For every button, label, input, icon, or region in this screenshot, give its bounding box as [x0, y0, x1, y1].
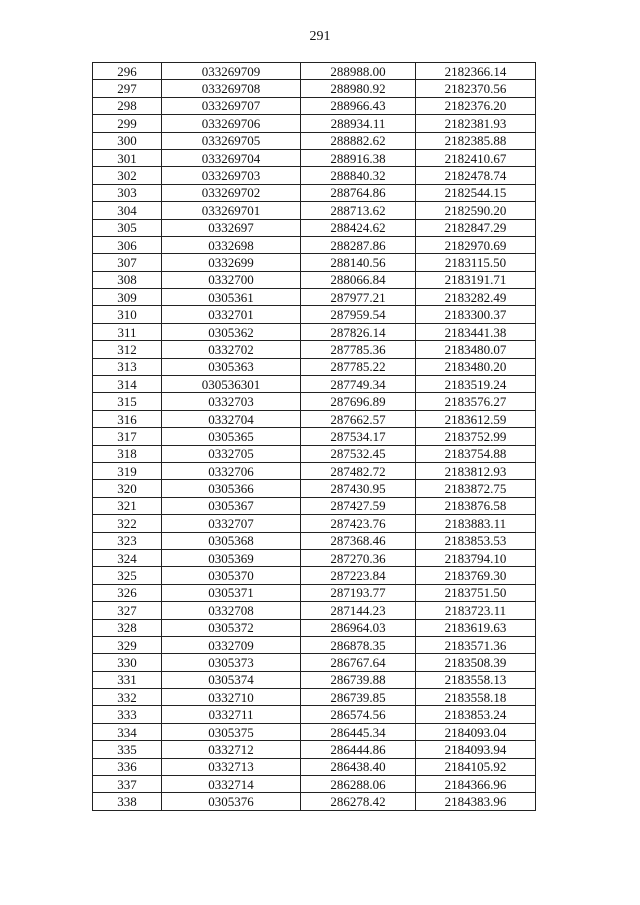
y-coordinate-cell: 2184383.96 — [416, 793, 536, 810]
x-coordinate-cell: 287749.34 — [301, 376, 416, 393]
x-coordinate-cell: 287423.76 — [301, 515, 416, 532]
table-row — [93, 671, 536, 688]
x-coordinate-cell: 286739.85 — [301, 689, 416, 706]
table-row — [93, 306, 536, 323]
point-code-cell: 033269702 — [162, 184, 301, 201]
point-number-cell: 302 — [93, 167, 162, 184]
x-coordinate-cell: 288966.43 — [301, 97, 416, 114]
point-number-cell: 308 — [93, 271, 162, 288]
point-number-cell: 324 — [93, 549, 162, 566]
point-number-cell: 320 — [93, 480, 162, 497]
point-code-cell: 0305366 — [162, 480, 301, 497]
point-code-cell: 0332714 — [162, 776, 301, 793]
point-code-cell: 033269706 — [162, 115, 301, 132]
y-coordinate-cell: 2183853.53 — [416, 532, 536, 549]
y-coordinate-cell: 2183751.50 — [416, 584, 536, 601]
x-coordinate-cell: 288140.56 — [301, 254, 416, 271]
y-coordinate-cell: 2183519.24 — [416, 376, 536, 393]
point-code-cell: 0305371 — [162, 584, 301, 601]
x-coordinate-cell: 288916.38 — [301, 149, 416, 166]
point-number-cell: 337 — [93, 776, 162, 793]
x-coordinate-cell: 287482.72 — [301, 462, 416, 479]
y-coordinate-cell: 2182366.14 — [416, 63, 536, 80]
point-code-cell: 0305369 — [162, 549, 301, 566]
y-coordinate-cell: 2182970.69 — [416, 236, 536, 253]
point-number-cell: 325 — [93, 567, 162, 584]
point-code-cell: 0305363 — [162, 358, 301, 375]
point-number-cell: 316 — [93, 410, 162, 427]
table-row — [93, 515, 536, 532]
y-coordinate-cell: 2183300.37 — [416, 306, 536, 323]
point-code-cell: 0305365 — [162, 428, 301, 445]
table-row — [93, 254, 536, 271]
point-code-cell: 033269705 — [162, 132, 301, 149]
y-coordinate-cell: 2183723.11 — [416, 602, 536, 619]
y-coordinate-cell: 2183619.63 — [416, 619, 536, 636]
point-code-cell: 0332712 — [162, 741, 301, 758]
x-coordinate-cell: 287532.45 — [301, 445, 416, 462]
table-row — [93, 602, 536, 619]
x-coordinate-cell: 286574.56 — [301, 706, 416, 723]
point-number-cell: 329 — [93, 636, 162, 653]
point-code-cell: 0305370 — [162, 567, 301, 584]
y-coordinate-cell: 2183872.75 — [416, 480, 536, 497]
point-code-cell: 0332711 — [162, 706, 301, 723]
point-number-cell: 318 — [93, 445, 162, 462]
table-row — [93, 584, 536, 601]
x-coordinate-cell: 287368.46 — [301, 532, 416, 549]
point-number-cell: 304 — [93, 202, 162, 219]
point-number-cell: 303 — [93, 184, 162, 201]
table-row — [93, 793, 536, 810]
point-code-cell: 0305361 — [162, 289, 301, 306]
point-number-cell: 310 — [93, 306, 162, 323]
y-coordinate-cell: 2183812.93 — [416, 462, 536, 479]
x-coordinate-cell: 287785.36 — [301, 341, 416, 358]
x-coordinate-cell: 287534.17 — [301, 428, 416, 445]
point-number-cell: 314 — [93, 376, 162, 393]
table-row — [93, 202, 536, 219]
y-coordinate-cell: 2182410.67 — [416, 149, 536, 166]
x-coordinate-cell: 286288.06 — [301, 776, 416, 793]
x-coordinate-cell: 288988.00 — [301, 63, 416, 80]
point-code-cell: 0305368 — [162, 532, 301, 549]
table-row — [93, 654, 536, 671]
x-coordinate-cell: 287959.54 — [301, 306, 416, 323]
y-coordinate-cell: 2183794.10 — [416, 549, 536, 566]
table-row — [93, 80, 536, 97]
y-coordinate-cell: 2183571.36 — [416, 636, 536, 653]
point-number-cell: 296 — [93, 63, 162, 80]
x-coordinate-cell: 286438.40 — [301, 758, 416, 775]
x-coordinate-cell: 287223.84 — [301, 567, 416, 584]
table-row — [93, 758, 536, 775]
point-number-cell: 309 — [93, 289, 162, 306]
table-row — [93, 741, 536, 758]
y-coordinate-cell: 2183612.59 — [416, 410, 536, 427]
table-row — [93, 323, 536, 340]
point-code-cell: 0305362 — [162, 323, 301, 340]
point-code-cell: 0332706 — [162, 462, 301, 479]
y-coordinate-cell: 2183752.99 — [416, 428, 536, 445]
point-code-cell: 033269703 — [162, 167, 301, 184]
x-coordinate-cell: 287977.21 — [301, 289, 416, 306]
point-code-cell: 0332701 — [162, 306, 301, 323]
point-number-cell: 333 — [93, 706, 162, 723]
y-coordinate-cell: 2182847.29 — [416, 219, 536, 236]
table-row — [93, 445, 536, 462]
table-row — [93, 97, 536, 114]
table-row — [93, 167, 536, 184]
table-row — [93, 341, 536, 358]
x-coordinate-cell: 288713.62 — [301, 202, 416, 219]
y-coordinate-cell: 2183754.88 — [416, 445, 536, 462]
table-row — [93, 63, 536, 80]
x-coordinate-cell: 287826.14 — [301, 323, 416, 340]
table-row — [93, 706, 536, 723]
y-coordinate-cell: 2183441.38 — [416, 323, 536, 340]
table-row — [93, 567, 536, 584]
x-coordinate-cell: 288066.84 — [301, 271, 416, 288]
y-coordinate-cell: 2184093.94 — [416, 741, 536, 758]
point-code-cell: 0332710 — [162, 689, 301, 706]
table-row — [93, 393, 536, 410]
point-number-cell: 312 — [93, 341, 162, 358]
point-code-cell: 0332700 — [162, 271, 301, 288]
table-row — [93, 480, 536, 497]
table-row — [93, 115, 536, 132]
point-number-cell: 327 — [93, 602, 162, 619]
y-coordinate-cell: 2184093.04 — [416, 723, 536, 740]
coordinates-table — [92, 62, 536, 811]
point-number-cell: 306 — [93, 236, 162, 253]
point-code-cell: 0305376 — [162, 793, 301, 810]
point-code-cell: 033269704 — [162, 149, 301, 166]
point-number-cell: 322 — [93, 515, 162, 532]
coordinates-table-body — [93, 63, 536, 811]
point-number-cell: 323 — [93, 532, 162, 549]
point-number-cell: 321 — [93, 497, 162, 514]
x-coordinate-cell: 286878.35 — [301, 636, 416, 653]
y-coordinate-cell: 2183480.07 — [416, 341, 536, 358]
point-code-cell: 0305375 — [162, 723, 301, 740]
point-number-cell: 334 — [93, 723, 162, 740]
point-code-cell: 030536301 — [162, 376, 301, 393]
x-coordinate-cell: 288424.62 — [301, 219, 416, 236]
table-row — [93, 410, 536, 427]
point-code-cell: 0305373 — [162, 654, 301, 671]
x-coordinate-cell: 286767.64 — [301, 654, 416, 671]
x-coordinate-cell: 286278.42 — [301, 793, 416, 810]
point-code-cell: 0332702 — [162, 341, 301, 358]
y-coordinate-cell: 2183558.18 — [416, 689, 536, 706]
table-row — [93, 271, 536, 288]
table-row — [93, 619, 536, 636]
y-coordinate-cell: 2183115.50 — [416, 254, 536, 271]
point-code-cell: 0305374 — [162, 671, 301, 688]
x-coordinate-cell: 288934.11 — [301, 115, 416, 132]
point-code-cell: 0332704 — [162, 410, 301, 427]
point-code-cell: 033269701 — [162, 202, 301, 219]
y-coordinate-cell: 2183191.71 — [416, 271, 536, 288]
point-code-cell: 0332708 — [162, 602, 301, 619]
point-number-cell: 336 — [93, 758, 162, 775]
x-coordinate-cell: 288882.62 — [301, 132, 416, 149]
y-coordinate-cell: 2183769.30 — [416, 567, 536, 584]
table-row — [93, 532, 536, 549]
table-row — [93, 376, 536, 393]
y-coordinate-cell: 2183576.27 — [416, 393, 536, 410]
point-number-cell: 315 — [93, 393, 162, 410]
y-coordinate-cell: 2183853.24 — [416, 706, 536, 723]
point-number-cell: 335 — [93, 741, 162, 758]
page-number: 291 — [309, 29, 331, 44]
point-number-cell: 298 — [93, 97, 162, 114]
y-coordinate-cell: 2183508.39 — [416, 654, 536, 671]
point-code-cell: 0332698 — [162, 236, 301, 253]
y-coordinate-cell: 2182376.20 — [416, 97, 536, 114]
y-coordinate-cell: 2182370.56 — [416, 80, 536, 97]
table-row — [93, 428, 536, 445]
x-coordinate-cell: 287144.23 — [301, 602, 416, 619]
x-coordinate-cell: 287662.57 — [301, 410, 416, 427]
y-coordinate-cell: 2182381.93 — [416, 115, 536, 132]
table-row — [93, 549, 536, 566]
point-number-cell: 326 — [93, 584, 162, 601]
point-number-cell: 313 — [93, 358, 162, 375]
point-code-cell: 0332713 — [162, 758, 301, 775]
point-number-cell: 297 — [93, 80, 162, 97]
point-code-cell: 033269707 — [162, 97, 301, 114]
y-coordinate-cell: 2183883.11 — [416, 515, 536, 532]
x-coordinate-cell: 287427.59 — [301, 497, 416, 514]
x-coordinate-cell: 286445.34 — [301, 723, 416, 740]
point-number-cell: 305 — [93, 219, 162, 236]
point-number-cell: 300 — [93, 132, 162, 149]
x-coordinate-cell: 287430.95 — [301, 480, 416, 497]
x-coordinate-cell: 288287.86 — [301, 236, 416, 253]
point-code-cell: 0332699 — [162, 254, 301, 271]
y-coordinate-cell: 2184366.96 — [416, 776, 536, 793]
table-row — [93, 184, 536, 201]
point-number-cell: 331 — [93, 671, 162, 688]
y-coordinate-cell: 2183876.58 — [416, 497, 536, 514]
y-coordinate-cell: 2182590.20 — [416, 202, 536, 219]
point-number-cell: 319 — [93, 462, 162, 479]
point-number-cell: 307 — [93, 254, 162, 271]
x-coordinate-cell: 286964.03 — [301, 619, 416, 636]
table-row — [93, 776, 536, 793]
x-coordinate-cell: 288764.86 — [301, 184, 416, 201]
y-coordinate-cell: 2183282.49 — [416, 289, 536, 306]
point-code-cell: 0332697 — [162, 219, 301, 236]
point-number-cell: 328 — [93, 619, 162, 636]
y-coordinate-cell: 2182544.15 — [416, 184, 536, 201]
y-coordinate-cell: 2184105.92 — [416, 758, 536, 775]
point-number-cell: 317 — [93, 428, 162, 445]
x-coordinate-cell: 287696.89 — [301, 393, 416, 410]
point-number-cell: 330 — [93, 654, 162, 671]
table-row — [93, 497, 536, 514]
point-number-cell: 301 — [93, 149, 162, 166]
point-code-cell: 033269709 — [162, 63, 301, 80]
y-coordinate-cell: 2183480.20 — [416, 358, 536, 375]
table-row — [93, 236, 536, 253]
point-code-cell: 0332709 — [162, 636, 301, 653]
y-coordinate-cell: 2182385.88 — [416, 132, 536, 149]
point-number-cell: 299 — [93, 115, 162, 132]
point-code-cell: 0332707 — [162, 515, 301, 532]
table-row — [93, 289, 536, 306]
point-code-cell: 0332705 — [162, 445, 301, 462]
x-coordinate-cell: 286739.88 — [301, 671, 416, 688]
point-number-cell: 332 — [93, 689, 162, 706]
x-coordinate-cell: 288980.92 — [301, 80, 416, 97]
table-row — [93, 723, 536, 740]
x-coordinate-cell: 286444.86 — [301, 741, 416, 758]
y-coordinate-cell: 2183558.13 — [416, 671, 536, 688]
point-code-cell: 033269708 — [162, 80, 301, 97]
point-number-cell: 311 — [93, 323, 162, 340]
point-number-cell: 338 — [93, 793, 162, 810]
point-code-cell: 0305367 — [162, 497, 301, 514]
table-row — [93, 132, 536, 149]
table-row — [93, 219, 536, 236]
table-row — [93, 358, 536, 375]
y-coordinate-cell: 2182478.74 — [416, 167, 536, 184]
table-row — [93, 149, 536, 166]
table-row — [93, 636, 536, 653]
table-row — [93, 462, 536, 479]
x-coordinate-cell: 287785.22 — [301, 358, 416, 375]
point-code-cell: 0332703 — [162, 393, 301, 410]
x-coordinate-cell: 287270.36 — [301, 549, 416, 566]
point-code-cell: 0305372 — [162, 619, 301, 636]
x-coordinate-cell: 287193.77 — [301, 584, 416, 601]
x-coordinate-cell: 288840.32 — [301, 167, 416, 184]
table-row — [93, 689, 536, 706]
